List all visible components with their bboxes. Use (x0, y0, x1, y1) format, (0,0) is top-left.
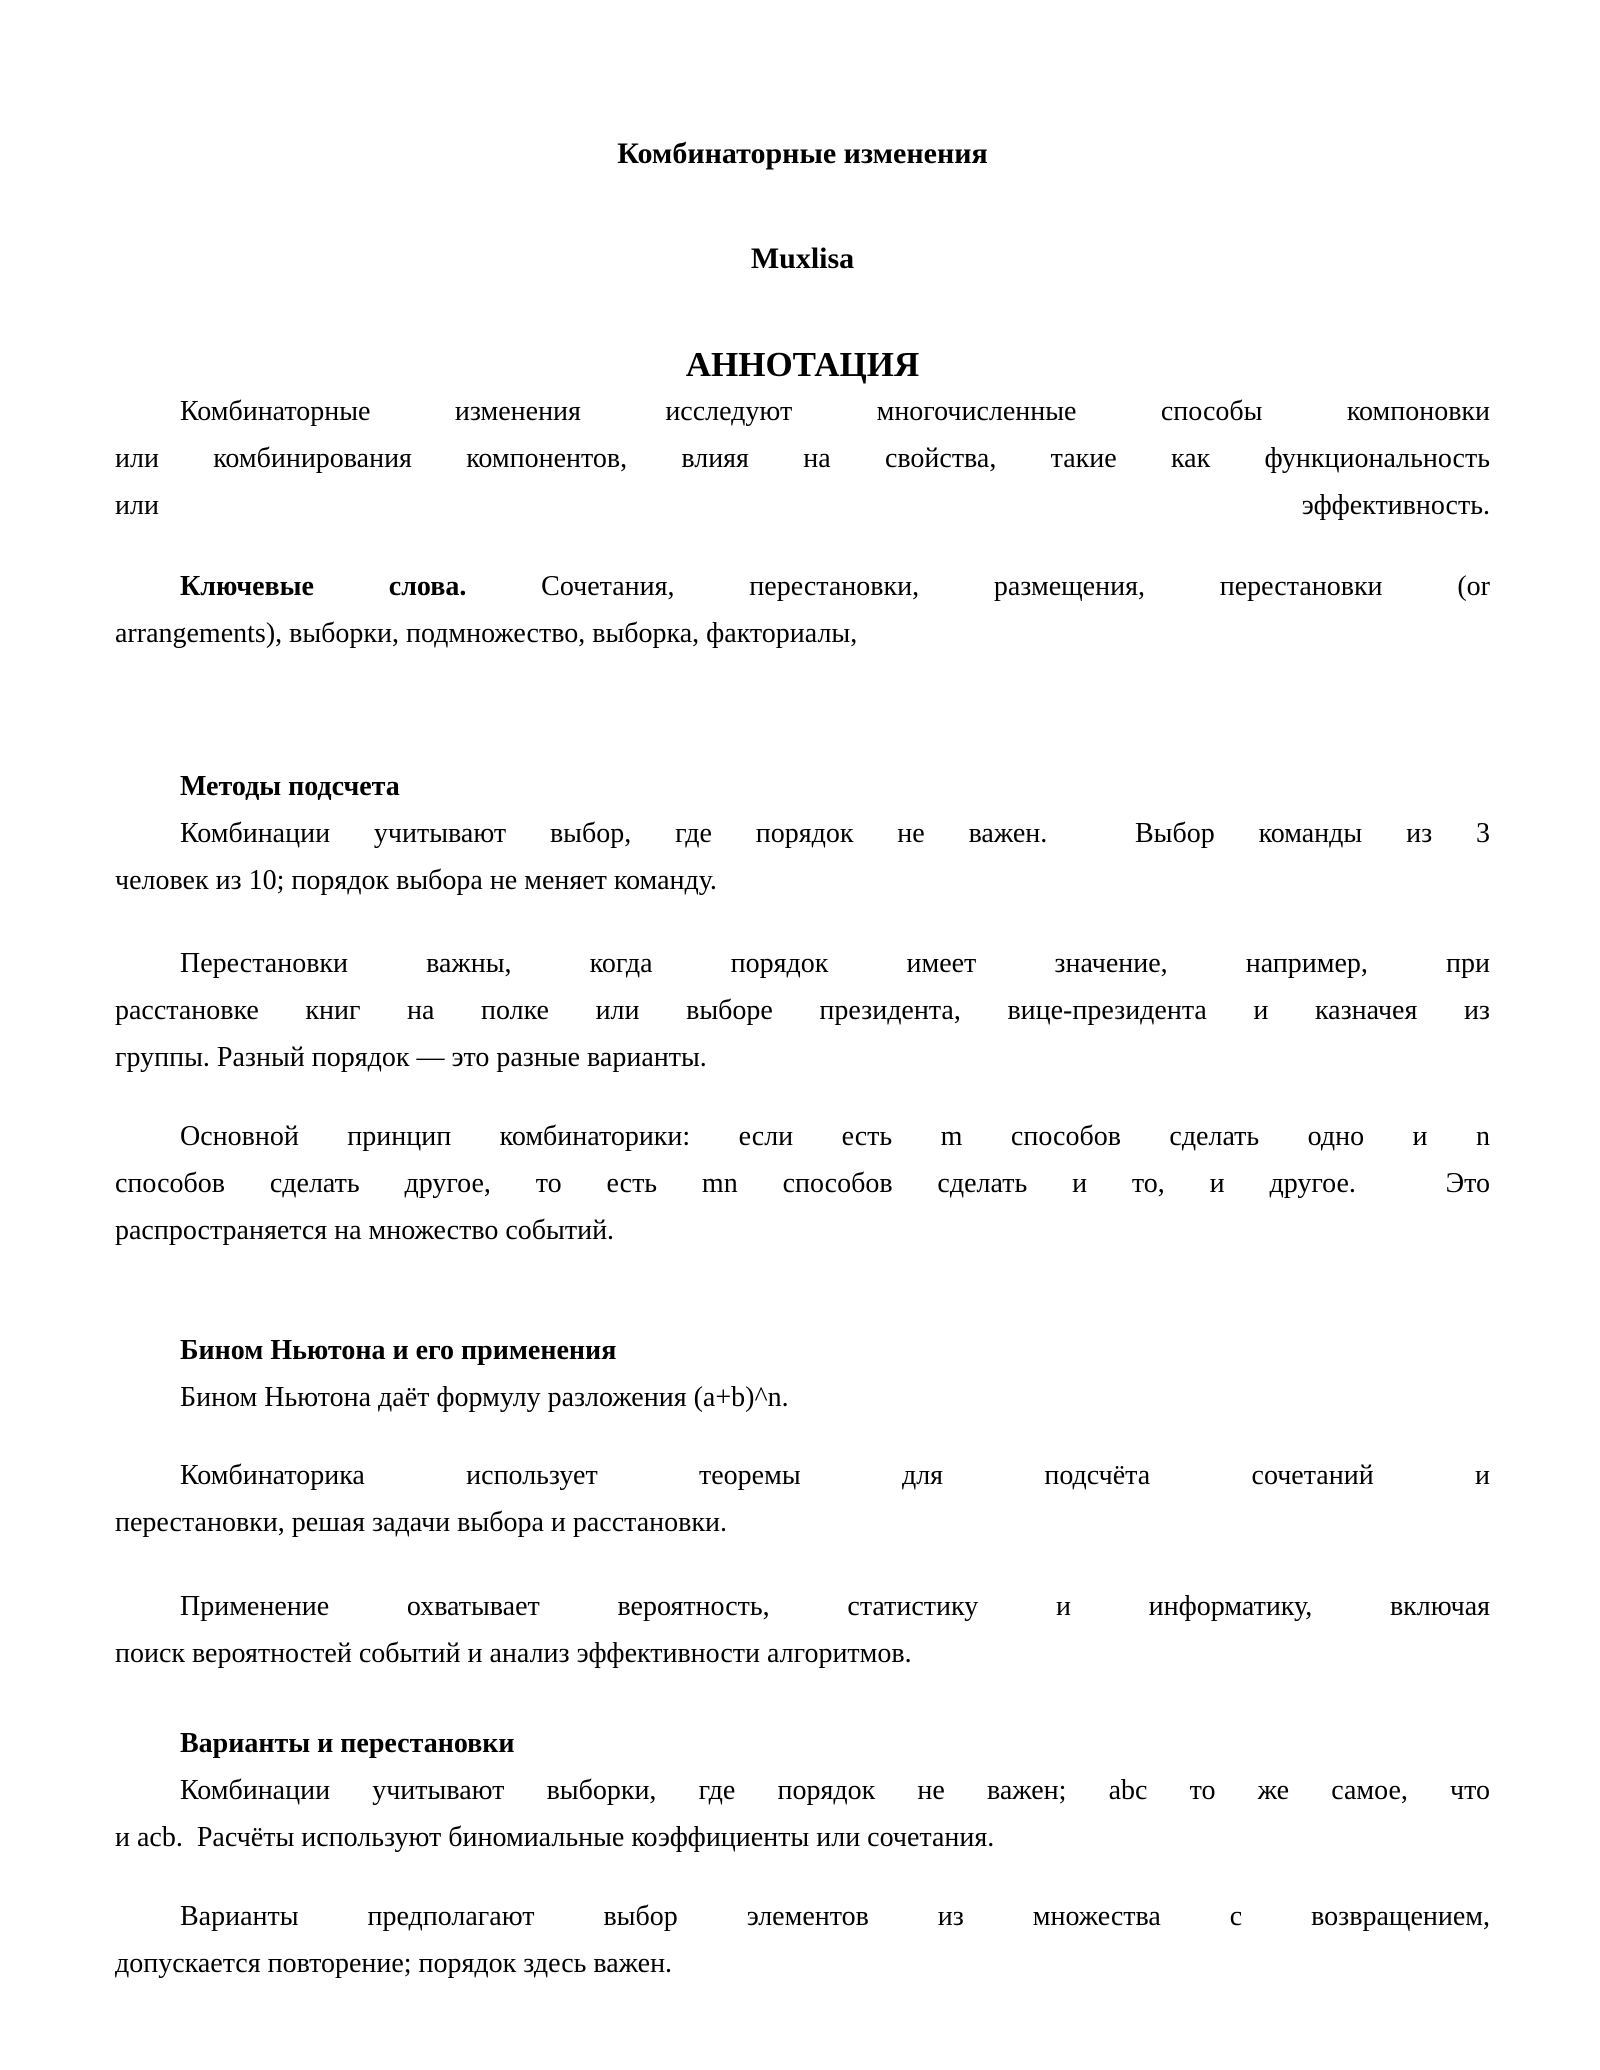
text-line: Основной принцип комбинаторики: если есть m способов сделать одно и n (180, 1121, 1490, 1152)
keywords-list-part2: arrangements), выборки, подмножество, выборка, факториалы, (115, 618, 858, 649)
text-line: Перестановки важны, когда порядок имеет значение, например, при (180, 948, 1490, 979)
text-line: перестановки, решая задачи выбора и расстановки. (115, 1507, 727, 1538)
heading-newton-binomial: Бином Ньютона и его применения (180, 1335, 617, 1366)
text-line: группы. Разный порядок — это разные варианты. (115, 1042, 707, 1073)
annotation-heading: АННОТАЦИЯ (685, 345, 920, 384)
text-line: допускается повторение; порядок здесь важен. (115, 1948, 673, 1979)
text-line: Комбинаторные изменения исследуют многочисленные способы компоновки (180, 396, 1490, 427)
paragraph-binomial-formula (115, 1374, 1490, 1421)
text-line: человек из 10; порядок выбора не меняет команду. (115, 865, 717, 896)
paragraph-theorems (115, 1452, 1490, 1546)
paragraph-intro (115, 388, 1490, 529)
text-line (115, 563, 1490, 610)
keywords-list-part1: Сочетания, перестановки, размещения, перестановки (or (466, 571, 1490, 602)
text-line: Комбинаторика использует теоремы для подсчёта сочетаний и (180, 1460, 1490, 1491)
paragraph-permutations (115, 940, 1490, 1081)
text-line: поиск вероятностей событий и анализ эффективности алгоритмов. (115, 1638, 912, 1669)
text-line: Комбинации учитывают выборки, где порядок не важен; abc то же самое, что (180, 1775, 1490, 1806)
heading-variants-permutations: Варианты и перестановки (180, 1728, 515, 1759)
paragraph-keywords (115, 563, 1490, 657)
paragraph-replacement (115, 1893, 1490, 1987)
text-line: и acb. Расчёты используют биномиальные коэффициенты или сочетания. (115, 1822, 995, 1853)
text-line: способов сделать другое, то есть mn способов сделать и то, и другое. Это (115, 1168, 1490, 1199)
paragraph-applications (115, 1583, 1490, 1677)
text-line: или эффективность. (115, 490, 1490, 521)
paragraph-basic-principle (115, 1113, 1490, 1254)
text-line: или комбинирования компонентов, влияя на свойства, такие как функциональность (115, 443, 1490, 474)
text-line: Варианты предполагают выбор элементов из множества с возвращением, (180, 1901, 1490, 1932)
text-line: Применение охватывает вероятность, статистику и информатику, включая (180, 1591, 1490, 1622)
text-line: Комбинации учитывают выбор, где порядок не важен. Выбор команды из 3 (180, 818, 1490, 849)
paragraph-combinations (115, 810, 1490, 904)
paragraph-selections (115, 1767, 1490, 1861)
text-line: Бином Ньютона даёт формулу разложения (a+b)^n. (180, 1382, 789, 1413)
keywords-label: Ключевые слова. (180, 571, 467, 602)
document-title: Комбинаторные изменения (617, 137, 988, 170)
author-name: Muxlisa (750, 242, 855, 275)
text-line: расстановке книг на полке или выборе президента, вице-президента и казначея из (115, 995, 1490, 1026)
text-line: распространяется на множество событий. (115, 1215, 615, 1246)
heading-counting-methods: Методы подсчета (180, 771, 400, 802)
